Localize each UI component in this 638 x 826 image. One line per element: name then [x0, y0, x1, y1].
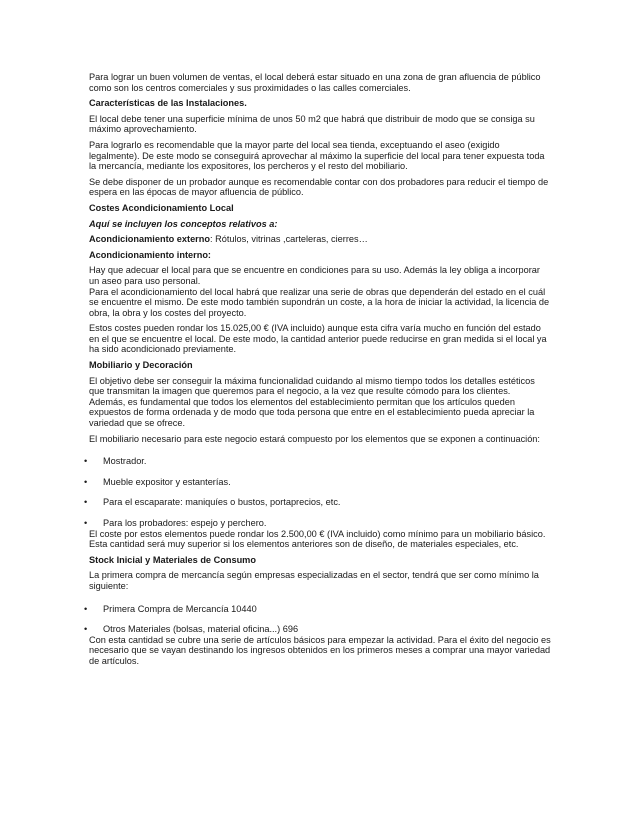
interno-text-a: Hay que adecuar el local para que se encuentre en condiciones para su uso. Además la ley obliga a incorporar un aseo para uso personal.: [89, 265, 540, 286]
bullet-icon: •: [84, 456, 88, 467]
interno-text-b: Para el acondicionamiento del local habrá que realizar una serie de obras que dependerán del estado en el cuál se encuentre el mismo. De este modo también supondrán un coste, a la hora de iniciar la actividad, la licencia de obra, la obra y los costes del proyecto.: [89, 286, 550, 318]
list-item: [84, 603, 551, 615]
heading-costes: Costes Acondicionamiento Local: [89, 202, 234, 213]
list-item-text: Otros Materiales (bolsas, material oficina...) 696: [103, 624, 299, 635]
bullet-icon: •: [84, 603, 88, 614]
paragraph-externo: [89, 234, 551, 245]
list-item-text: Para el escaparate: maniquíes o bustos, portaprecios, etc.: [103, 497, 341, 508]
list-item-text: Para los probadores: espejo y perchero.: [103, 518, 267, 528]
heading-externo: Acondicionamiento externo: [89, 234, 210, 245]
heading-interno: Acondicionamiento interno:: [89, 249, 211, 260]
list-item-text: Mostrador.: [103, 456, 147, 467]
list-item: [84, 456, 551, 467]
paragraph-interno: [89, 265, 551, 318]
bullet-icon: •: [84, 624, 88, 635]
list-item-text: Mueble expositor y estanterías.: [103, 476, 231, 487]
paragraph-superficie: El local debe tener una superficie mínima de unos 50 m2 que habrá que distribuir de modo que se consiga su máximo aprovechamiento.: [89, 113, 535, 135]
paragraph-location: Para lograr un buen volumen de ventas, el local deberá estar situado en una zona de gran afluencia de público como son los centros comerciales y sus proximidades o las calles comerciales.: [89, 72, 541, 93]
paragraph-cantidad: Con esta cantidad se cubre una serie de artículos básicos para empezar la actividad. Para el éxito del negocio es necesario que se vayan destinando los ingresos obtenidos en los primeros meses a comprar una mayor variedad de artículos.: [89, 634, 551, 666]
list-item: [84, 476, 551, 488]
list-item: [84, 624, 551, 635]
objetivo-text-a: El objetivo debe ser conseguir la máxima funcionalidad cuidando al mismo tiempo todos los detalles estéticos que transmitan la imagen que queremos para el negocio, a la vez que resulte cómodo para los clientes.: [89, 375, 535, 397]
list-item: [84, 497, 551, 508]
objetivo-text-b: Además, es fundamental que todos los elementos del establecimiento permitan que los artículos queden expuestos de forma ordenada y de modo que toda persona que entre en el establecimiento pueda apreciar la variedad que se ofrece.: [89, 396, 535, 429]
list-item-text: Primera Compra de Mercancía 10440: [103, 603, 257, 614]
bullet-icon: •: [84, 497, 88, 508]
externo-text: : Rótulos, vitrinas ,carteleras, cierres…: [210, 234, 368, 245]
list-item: [84, 518, 551, 529]
heading-instalaciones: Características de las Instalaciones.: [89, 98, 247, 109]
heading-stock: Stock Inicial y Materiales de Consumo: [89, 554, 256, 565]
paragraph-primera-compra: La primera compra de mercancía según empresas especializadas en el sector, tendrá que ser como mínimo la siguiente:: [89, 570, 539, 591]
paragraph-objetivo: [89, 376, 551, 429]
paragraph-probador: Se debe disponer de un probador aunque es recomendable contar con dos probadores para reducir el tiempo de espera en las épocas de mayor afluencia de público.: [89, 176, 549, 198]
bullet-icon: •: [84, 518, 88, 528]
document-body: [84, 72, 551, 672]
paragraph-mobiliario-necesario: El mobiliario necesario para este negocio estará compuesto por los elementos que se exponen a continuación:: [89, 433, 540, 444]
bullet-icon: •: [84, 476, 88, 487]
paragraph-tienda: Para lograrlo es recomendable que la mayor parte del local sea tienda, exceptuando el aseo (exigido legalmente). De este modo se conseguirá aprovechar al máximo la superficie del local para tener expuesta toda la mercancía, mediante los expositores, los percheros y el resto del mobiliario.: [89, 139, 545, 172]
heading-mobiliario: Mobiliario y Decoración: [89, 360, 193, 371]
heading-aqui: Aquí se incluyen los conceptos relativos a:: [89, 218, 278, 229]
paragraph-costes-obra: Estos costes pueden rondar los 15.025,00 € (IVA incluido) aunque esta cifra varía mucho en función del estado en el que se encuentre el local. De este modo, la cantidad anterior puede reducirse en gran medida si el local ya ha sido acondicionado previamente.: [89, 323, 547, 355]
paragraph-coste-mobiliario: El coste por estos elementos puede rondar los 2.500,00 € (IVA incluido) como mínimo para un mobiliario básico. Esta cantidad será muy superior si los elementos anteriores son de diseño, de materiales especiales, etc.: [89, 528, 546, 550]
